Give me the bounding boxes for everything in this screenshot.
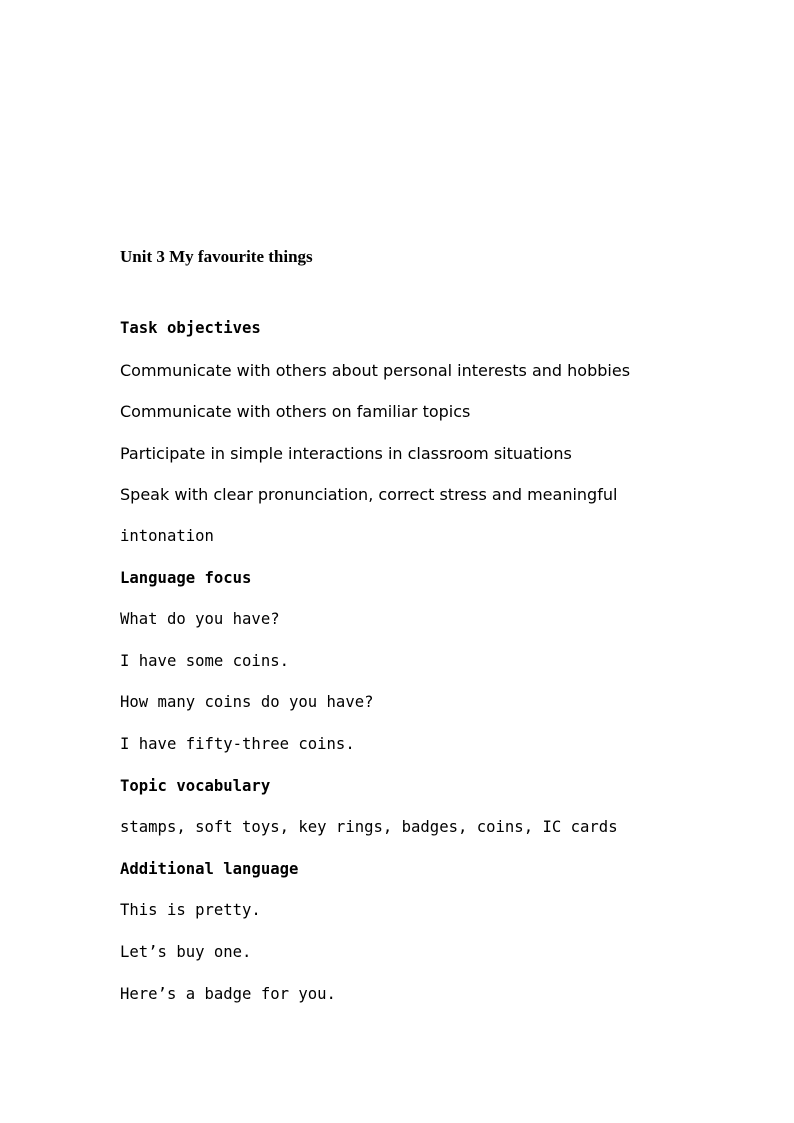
- section-heading-topic-vocabulary: Topic vocabulary: [120, 776, 271, 795]
- task-objective-item: Speak with clear pronunciation, correct stress and meaningful: [120, 485, 618, 505]
- unit-title: Unit 3 My favourite things: [120, 247, 313, 266]
- section-heading-additional-language: Additional language: [120, 859, 299, 878]
- task-objective-item-continued: intonation: [120, 526, 214, 545]
- language-focus-item: I have fifty-three coins.: [120, 734, 355, 753]
- language-focus-item: I have some coins.: [120, 651, 289, 670]
- document-content: [120, 246, 720, 1015]
- section-heading-task-objectives: Task objectives: [120, 319, 261, 337]
- language-focus-item: What do you have?: [120, 610, 280, 629]
- additional-language-item: Let’s buy one.: [120, 942, 252, 961]
- topic-vocabulary-item: stamps, soft toys, key rings, badges, coins, IC cards: [120, 818, 618, 837]
- task-objective-item: Participate in simple interactions in classroom situations: [120, 443, 572, 463]
- task-objective-item: Communicate with others on familiar topics: [120, 402, 471, 422]
- section-heading-language-focus: Language focus: [120, 568, 252, 587]
- additional-language-item: This is pretty.: [120, 901, 261, 920]
- additional-language-item: Here’s a badge for you.: [120, 984, 336, 1003]
- language-focus-item: How many coins do you have?: [120, 693, 374, 712]
- task-objective-item: Communicate with others about personal interests and hobbies: [120, 360, 631, 380]
